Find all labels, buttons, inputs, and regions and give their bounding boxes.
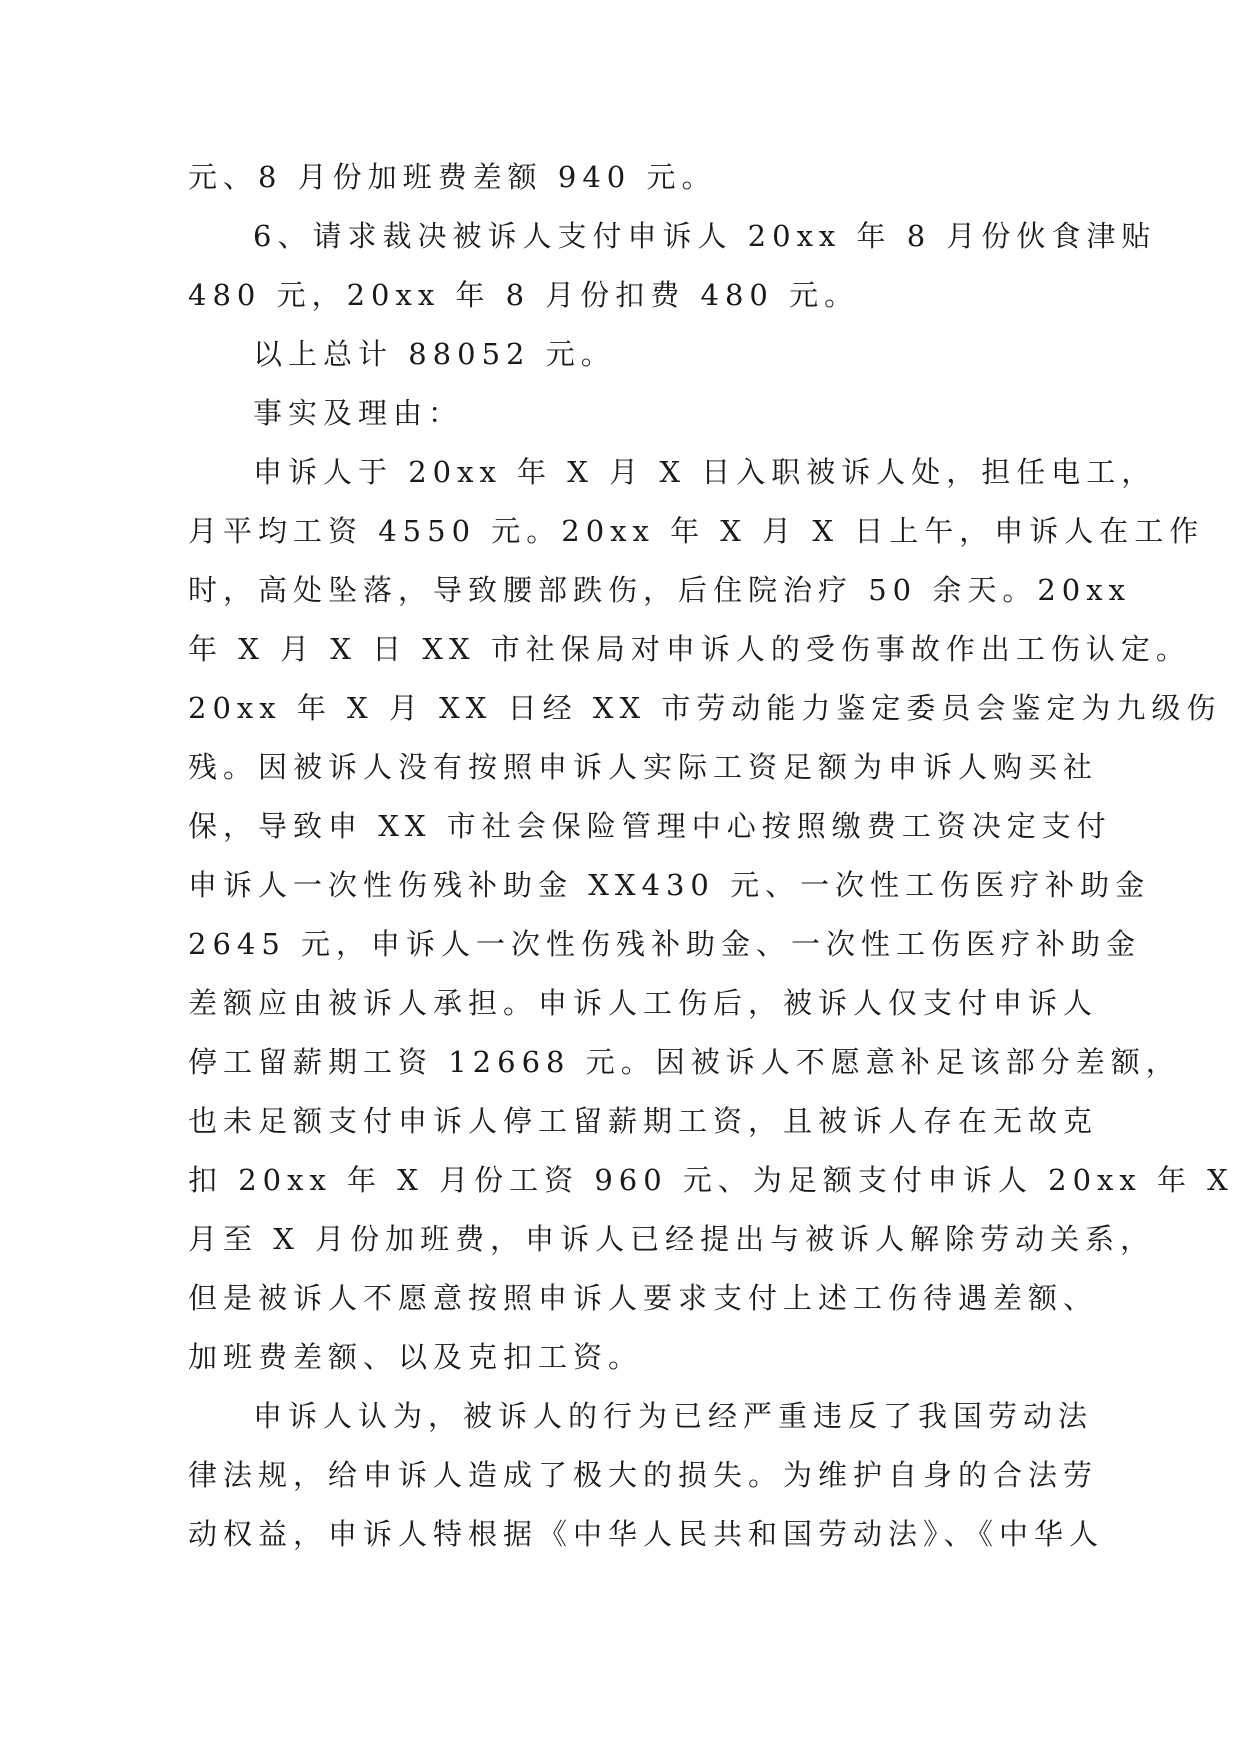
text-line: 但是被诉人不愿意按照申诉人要求支付上述工伤待遇差额、 bbox=[188, 1281, 1099, 1315]
text-line: 扣 20xx 年 X 月份工资 960 元、为足额支付申诉人 20xx 年 X bbox=[188, 1163, 1234, 1197]
text-line: 6、请求裁决被诉人支付申诉人 20xx 年 8 月份伙食津贴 bbox=[253, 219, 1157, 253]
text-line: 以上总计 88052 元。 bbox=[253, 337, 616, 371]
text-line: 月至 X 月份加班费，申诉人已经提出与被诉人解除劳动关系， bbox=[188, 1222, 1156, 1256]
text-line: 元、8 月份加班费差额 940 元。 bbox=[188, 160, 717, 194]
text-line: 2645 元，申诉人一次性伤残补助金、一次性工伤医疗补助金 bbox=[188, 927, 1142, 961]
text-line: 残。因被诉人没有按照申诉人实际工资足额为申诉人购买社 bbox=[188, 750, 1099, 784]
text-line: 差额应由被诉人承担。申诉人工伤后，被诉人仅支付申诉人 bbox=[188, 986, 1099, 1020]
text-line: 也未足额支付申诉人停工留薪期工资，且被诉人存在无故克 bbox=[188, 1104, 1099, 1138]
text-line: 月平均工资 4550 元。20xx 年 X 月 X 日上午，申诉人在工作 bbox=[188, 514, 1205, 548]
text-line: 申诉人认为，被诉人的行为已经严重违反了我国劳动法 bbox=[253, 1399, 1094, 1433]
text-line: 480 元，20xx 年 8 月份扣费 480 元。 bbox=[188, 278, 860, 312]
text-line: 年 X 月 X 日 XX 市社保局对申诉人的受伤事故作出工伤认定。 bbox=[188, 632, 1191, 666]
document-body bbox=[188, 148, 1234, 1564]
text-line: 律法规，给申诉人造成了极大的损失。为维护自身的合法劳 bbox=[188, 1458, 1099, 1492]
text-line: 20xx 年 X 月 XX 日经 XX 市劳动能力鉴定委员会鉴定为九级伤 bbox=[188, 691, 1222, 725]
text-line: 加班费差额、以及克扣工资。 bbox=[188, 1340, 644, 1374]
text-line: 申诉人一次性伤残补助金 XX430 元、一次性工伤医疗补助金 bbox=[188, 868, 1151, 902]
text-line: 停工留薪期工资 12668 元。因被诉人不愿意补足该部分差额， bbox=[188, 1045, 1181, 1079]
text-line: 申诉人于 20xx 年 X 月 X 日入职被诉人处，担任电工， bbox=[253, 455, 1157, 489]
text-line: 动权益，申诉人特根据《中华人民共和国劳动法》、《中华人 bbox=[188, 1517, 1105, 1551]
text-line: 保，导致申 XX 市社会保险管理中心按照缴费工资决定支付 bbox=[188, 809, 1112, 843]
text-line: 时，高处坠落，导致腰部跌伤，后住院治疗 50 余天。20xx bbox=[188, 573, 1131, 607]
section-heading: 事实及理由： bbox=[253, 396, 464, 430]
